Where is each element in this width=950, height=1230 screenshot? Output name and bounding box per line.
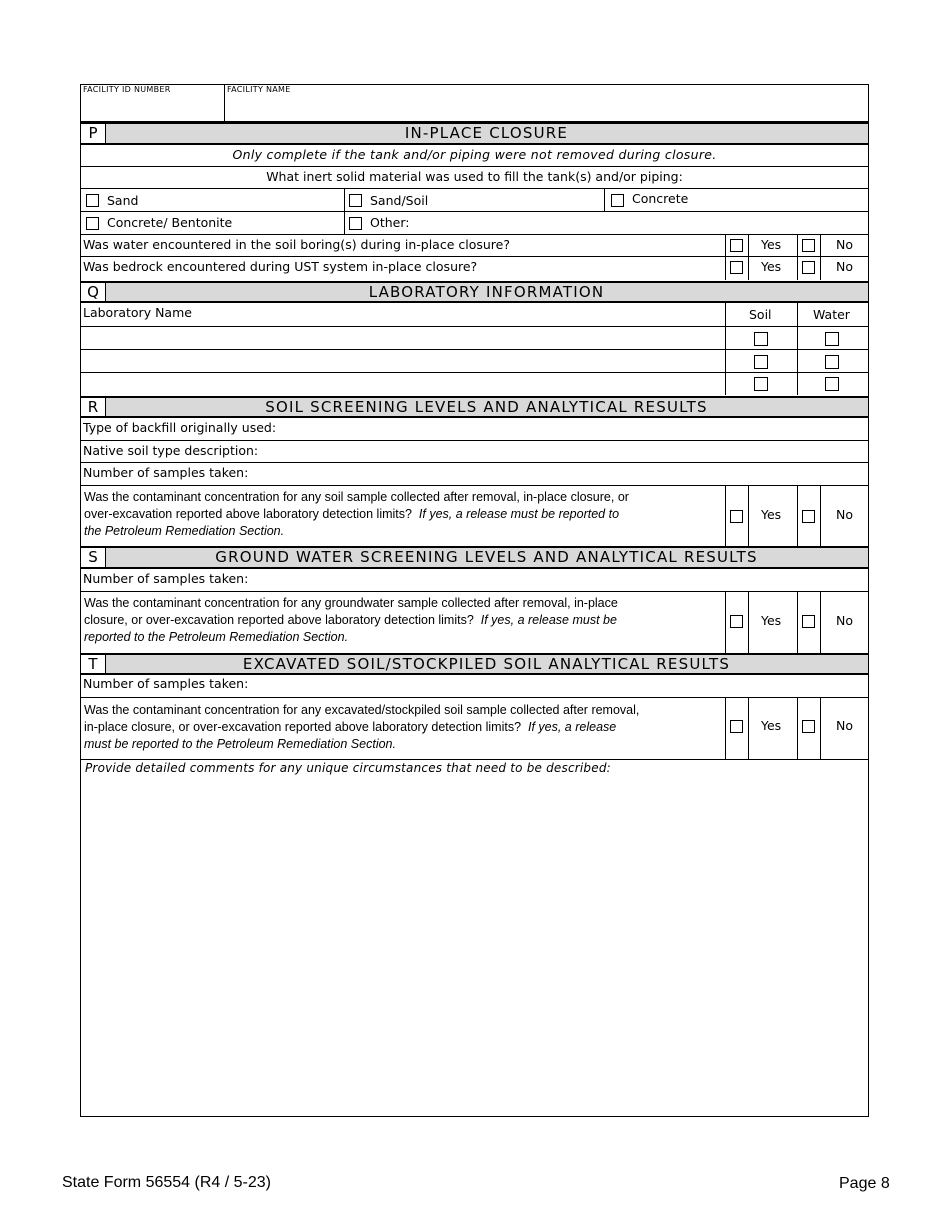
stockpile-release-no-label: No: [836, 718, 853, 733]
water-question-row: [81, 235, 868, 257]
section-q-title: LABORATORY INFORMATION: [368, 283, 605, 301]
section-p-letter: P: [81, 124, 106, 143]
facility-id-field[interactable]: [83, 97, 221, 119]
other-checkbox[interactable]: [349, 217, 362, 230]
lab-1-soil-checkbox[interactable]: [754, 332, 768, 346]
soil-column-label: Soil: [749, 307, 772, 322]
section-p-instruction: Only complete if the tank and/or piping were not removed during closure.: [232, 147, 717, 162]
section-s-title: GROUND WATER SCREENING LEVELS AND ANALYTICAL RESULTS: [215, 548, 758, 566]
native-soil-label: Native soil type description:: [83, 443, 259, 458]
page-number: Page 8: [839, 1175, 890, 1192]
section-t-header: [81, 653, 868, 675]
stockpile-release-question: Was the contaminant concentration for any excavated/stockpiled soil sample collected after removal, in-place closure, or over-excavation reported above laboratory detection limits? If yes, a release must be reported to the Petroleum Remediation Section.: [84, 703, 640, 751]
lab-name-input[interactable]: [83, 352, 721, 370]
native-soil-row[interactable]: [81, 441, 868, 463]
soil-release-question: Was the contaminant concentration for any soil sample collected after removal, in-place closure, or over-excavation reported above laboratory detection limits? If yes, a release must be reported to the Petroleum Remediation Section.: [84, 490, 629, 538]
sand-label: Sand: [107, 193, 139, 208]
gw-release-no-checkbox[interactable]: [802, 615, 815, 628]
soil-samples-row[interactable]: [81, 463, 868, 486]
soil-release-yes-label: Yes: [761, 507, 782, 522]
lab-header-row: [81, 303, 868, 327]
lab-row-1: [81, 327, 868, 350]
section-r-title: SOIL SCREENING LEVELS AND ANALYTICAL RESULTS: [265, 398, 708, 416]
stockpile-samples-label: Number of samples taken:: [83, 676, 249, 691]
stockpile-release-question-row: [81, 698, 868, 760]
lab-row-2: [81, 350, 868, 373]
sand-checkbox[interactable]: [86, 194, 99, 207]
form-id: State Form 56554 (R4 / 5-23): [62, 1174, 271, 1191]
lab-1-water-checkbox[interactable]: [825, 332, 839, 346]
section-t-letter: T: [81, 655, 106, 673]
bedrock-question-row: [81, 257, 868, 280]
soil-release-no-checkbox[interactable]: [802, 510, 815, 523]
gw-samples-label: Number of samples taken:: [83, 571, 249, 586]
fill-options-row-1: [81, 189, 868, 212]
lab-2-soil-checkbox[interactable]: [754, 355, 768, 369]
water-yes-checkbox[interactable]: [730, 239, 743, 252]
water-yes-label: Yes: [761, 237, 782, 252]
section-r-header: [81, 396, 868, 418]
section-p-header: [81, 122, 868, 145]
water-column-label: Water: [813, 307, 850, 322]
gw-release-yes-checkbox[interactable]: [730, 615, 743, 628]
concrete-label: Concrete: [632, 191, 689, 206]
soil-release-no-label: No: [836, 507, 853, 522]
bedrock-question: Was bedrock encountered during UST system in-place closure?: [83, 259, 478, 274]
concrete-bentonite-label: Concrete/ Bentonite: [107, 215, 233, 230]
water-question: Was water encountered in the soil boring(s) during in-place closure?: [83, 237, 510, 252]
section-s-header: [81, 546, 868, 569]
section-q-letter: Q: [81, 283, 106, 301]
bedrock-yes-label: Yes: [761, 259, 782, 274]
fill-options-row-2: [81, 212, 868, 235]
lab-name-input[interactable]: [83, 375, 721, 393]
gw-samples-row[interactable]: [81, 569, 868, 592]
lab-name-label: Laboratory Name: [83, 305, 192, 320]
other-label: Other:: [370, 215, 410, 230]
water-no-checkbox[interactable]: [802, 239, 815, 252]
section-p-title: IN-PLACE CLOSURE: [404, 124, 569, 142]
facility-header-row: [81, 85, 868, 122]
stockpile-release-yes-checkbox[interactable]: [730, 720, 743, 733]
section-s-letter: S: [81, 548, 106, 567]
water-no-label: No: [836, 237, 853, 252]
comments-area[interactable]: [81, 760, 868, 1116]
soil-release-yes-checkbox[interactable]: [730, 510, 743, 523]
soil-release-question-row: [81, 486, 868, 546]
soil-samples-label: Number of samples taken:: [83, 465, 249, 480]
facility-name-label: FACILITY NAME: [227, 85, 291, 94]
facility-id-label: FACILITY ID NUMBER: [83, 85, 171, 94]
lab-2-water-checkbox[interactable]: [825, 355, 839, 369]
bedrock-yes-checkbox[interactable]: [730, 261, 743, 274]
sand-soil-label: Sand/Soil: [370, 193, 429, 208]
bedrock-no-label: No: [836, 259, 853, 274]
lab-3-water-checkbox[interactable]: [825, 377, 839, 391]
lab-3-soil-checkbox[interactable]: [754, 377, 768, 391]
lab-name-input[interactable]: [83, 329, 721, 347]
stockpile-release-no-checkbox[interactable]: [802, 720, 815, 733]
comments-label: Provide detailed comments for any unique circumstances that need to be described:: [85, 761, 611, 775]
gw-release-yes-label: Yes: [761, 613, 782, 628]
stockpile-samples-row[interactable]: [81, 675, 868, 698]
gw-release-question: Was the contaminant concentration for any groundwater sample collected after removal, in-place closure, or over-excavation reported above laboratory detection limits? If yes, a release must be reported to the Petroleum Remediation Section.: [84, 596, 618, 644]
form-page: [80, 84, 869, 1117]
concrete-checkbox[interactable]: [611, 194, 624, 207]
gw-release-no-label: No: [836, 613, 853, 628]
concrete-bentonite-checkbox[interactable]: [86, 217, 99, 230]
section-q-header: [81, 281, 868, 303]
backfill-row[interactable]: [81, 418, 868, 441]
section-r-letter: R: [81, 398, 106, 416]
other-input[interactable]: [421, 214, 861, 232]
gw-release-question-row: [81, 592, 868, 653]
facility-name-field[interactable]: [227, 97, 862, 119]
fill-question-row: [81, 167, 868, 189]
stockpile-release-yes-label: Yes: [761, 718, 782, 733]
section-t-title: EXCAVATED SOIL/STOCKPILED SOIL ANALYTICAL RESULTS: [242, 655, 731, 673]
sand-soil-checkbox[interactable]: [349, 194, 362, 207]
lab-row-3: [81, 373, 868, 395]
bedrock-no-checkbox[interactable]: [802, 261, 815, 274]
backfill-label: Type of backfill originally used:: [83, 420, 277, 435]
fill-question: What inert solid material was used to fill the tank(s) and/or piping:: [266, 169, 683, 184]
section-p-instruction-row: [81, 145, 868, 167]
